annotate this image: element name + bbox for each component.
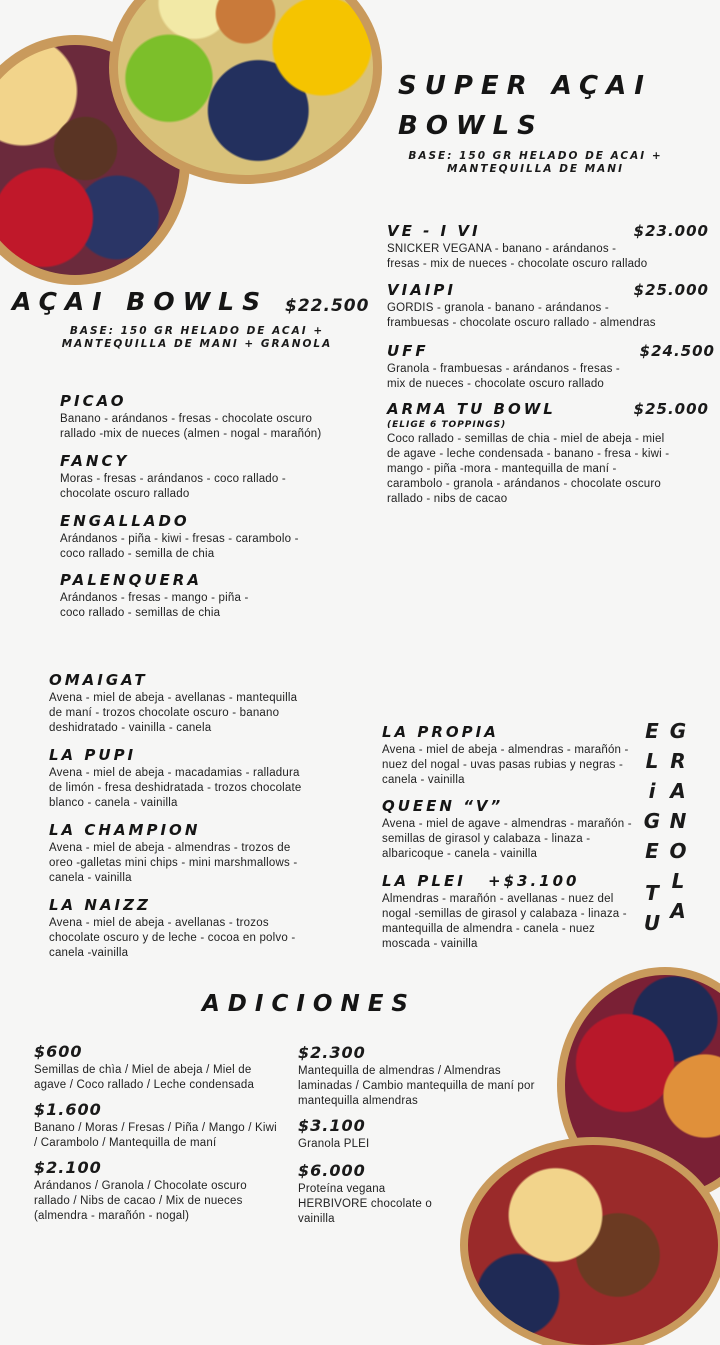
addition-item [34, 1042, 264, 1093]
item-name: ARMA TU BOWL [387, 400, 556, 418]
addition-price: $3.100 [298, 1116, 366, 1135]
addition-description: Proteína vegana HERBIVORE chocolate o vainilla [298, 1183, 432, 1225]
addition-description: Mantequilla de almendras / Almendras laminadas / Cambio mantequilla de maní por mantequilla almendras [298, 1065, 535, 1107]
item-description: Avena - miel de agave - almendras - marañón - semillas de girasol y calabaza - linaza - albaricoque - canela - vainilla [382, 818, 632, 860]
item-description: Almendras - marañón - avellanas - nuez del nogal -semillas de girasol y calabaza - linaza - mantequilla de almendra - canela - nuez moscada - vainilla [382, 893, 627, 950]
addition-price: $600 [34, 1042, 83, 1061]
item-name: QUEEN “V” [382, 797, 504, 815]
acai-bowl-photo-bottom [468, 1145, 718, 1345]
item-description: Avena - miel de abeja - avellanas - mantequilla de maní - trozos chocolate oscuro - banano deshidratado - vainilla - canela [49, 692, 298, 734]
adiciones-title: ADICIONES [202, 991, 416, 1017]
item-description: SNICKER VEGANA - banano - arándanos - fresas - mix de nueces - chocolate oscuro rallado [387, 243, 648, 270]
addition-item [298, 1043, 538, 1109]
vertical-letter: i [648, 779, 656, 803]
item-name: PICAO [60, 392, 127, 410]
granola-item [49, 896, 309, 961]
addition-item [34, 1100, 279, 1151]
addition-description: Granola PLEI [298, 1138, 370, 1150]
item-name-text: LA PLEI [382, 872, 466, 890]
item-description: Avena - miel de abeja - avellanas - trozos chocolate oscuro y de leche - cocoa en polvo - canela -vainilla [49, 917, 296, 959]
vertical-letter: R [670, 749, 686, 773]
addition-price: $2.100 [34, 1158, 102, 1177]
item-name: FANCY [60, 452, 130, 470]
super-acai-item [387, 281, 709, 331]
addition-item [298, 1116, 498, 1152]
item-name: VIAIPI [387, 281, 456, 299]
item-name: UFF [387, 342, 429, 360]
item-description: Arándanos - fresas - mango - piña - coco rallado - semillas de chia [60, 592, 249, 619]
vertical-letter: G [643, 809, 661, 833]
item-description: Arándanos - piña - kiwi - fresas - carambolo - coco rallado - semilla de chia [60, 533, 299, 560]
vertical-letter: L [671, 869, 685, 893]
item-description: Coco rallado - semillas de chia - miel de abeja - miel de agave - leche condensada - banano - fresa - kiwi - mango - piña -mora - mantequilla de maní - carambolo - granola - arándanos - chocolate oscuro rallado - nibs de cacao [387, 433, 670, 505]
vertical-letter: O [669, 839, 687, 863]
granola-item [382, 872, 632, 952]
super-acai-title-line1: SUPER AÇAI [398, 71, 652, 101]
addition-description: Banano / Moras / Fresas / Piña / Mango / Kiwi / Carambolo / Mantequilla de maní [34, 1122, 277, 1149]
vertical-letter: A [670, 899, 686, 923]
super-acai-item [387, 342, 715, 392]
item-description: Avena - miel de abeja - almendras - marañón - nuez del nogal - uvas pasas rubias y negras - canela - vainilla [382, 744, 629, 786]
item-description: GORDIS - granola - banano - arándanos - frambuesas - chocolate oscuro rallado - almendras [387, 302, 656, 329]
acai-item [60, 392, 330, 442]
vertical-letter: L [645, 749, 659, 773]
granola-item [49, 821, 309, 886]
granola-item [49, 746, 309, 811]
acai-bowls-base: BASE: 150 GR HELADO DE ACAI + MANTEQUILLA DE MANI + GRANOLA [61, 325, 333, 350]
item-description: Avena - miel de abeja - macadamias - ralladura de limón - fresa deshidratada - trozos chocolate blanco - canela - vainilla [49, 767, 302, 809]
item-description: Banano - arándanos - fresas - chocolate oscuro rallado -mix de nueces (almen - nogal - marañón) [60, 413, 322, 440]
addition-description: Arándanos / Granola / Chocolate oscuro rallado / Nibs de cacao / Mix de nueces (almendra - marañón - nogal) [34, 1180, 247, 1222]
item-subtitle: (ELIGE 6 TOPPINGS) [387, 420, 507, 430]
super-acai-title [398, 66, 698, 146]
vertical-letter: T [645, 881, 659, 905]
granola-item [49, 671, 309, 736]
item-name: LA CHAMPION [49, 821, 201, 839]
addition-price: $1.600 [34, 1100, 102, 1119]
vertical-letter: G [669, 719, 687, 743]
acai-item [60, 512, 310, 562]
acai-item [60, 452, 300, 502]
item-name: VE - I VI [387, 222, 481, 240]
item-extra-price: +$3.100 [488, 872, 580, 890]
item-description: Avena - miel de abeja - almendras - trozos de oreo -galletas mini chips - mini marshmallows - canela - vainilla [49, 842, 298, 884]
vertical-letter: E [645, 839, 659, 863]
item-name: ENGALLADO [60, 512, 190, 530]
vertical-letter: U [643, 911, 661, 935]
granola-item [382, 723, 632, 788]
super-acai-item [387, 400, 709, 507]
addition-item [298, 1161, 458, 1227]
acai-item [60, 571, 260, 621]
item-name [382, 872, 632, 890]
addition-price: $2.300 [298, 1043, 366, 1062]
vertical-letter: A [670, 779, 686, 803]
item-price: $25.000 [633, 400, 709, 418]
vertical-letter: N [669, 809, 687, 833]
item-price: $23.000 [633, 222, 709, 240]
item-name: PALENQUERA [60, 571, 202, 589]
addition-description: Semillas de chìa / Miel de abeja / Miel de agave / Coco rallado / Leche condensada [34, 1064, 255, 1091]
vertical-letter: E [645, 719, 659, 743]
item-description: Moras - fresas - arándanos - coco rallado - chocolate oscuro rallado [60, 473, 286, 500]
acai-bowls-title: AÇAI BOWLS [12, 287, 269, 316]
item-name: OMAIGAT [49, 671, 148, 689]
addition-item [34, 1158, 249, 1224]
vertical-letter [640, 866, 664, 878]
item-name: LA NAIZZ [49, 896, 151, 914]
acai-bowls-price: $22.500 [285, 296, 370, 316]
item-description: Granola - frambuesas - arándanos - fresas - mix de nueces - chocolate oscuro rallado [387, 363, 620, 390]
super-acai-item [387, 222, 709, 272]
super-acai-base: BASE: 150 GR HELADO DE ACAI + MANTEQUILLA DE MANI [408, 150, 663, 175]
item-name: LA PUPI [49, 746, 137, 764]
item-name: LA PROPIA [382, 723, 499, 741]
vertical-text-elige-tu [640, 716, 664, 938]
item-price: $25.000 [633, 281, 709, 299]
granola-item [382, 797, 632, 862]
vertical-text-granola [666, 716, 690, 926]
super-acai-title-line2: BOWLS [398, 111, 544, 141]
addition-price: $6.000 [298, 1161, 366, 1180]
item-price: $24.500 [639, 342, 715, 360]
